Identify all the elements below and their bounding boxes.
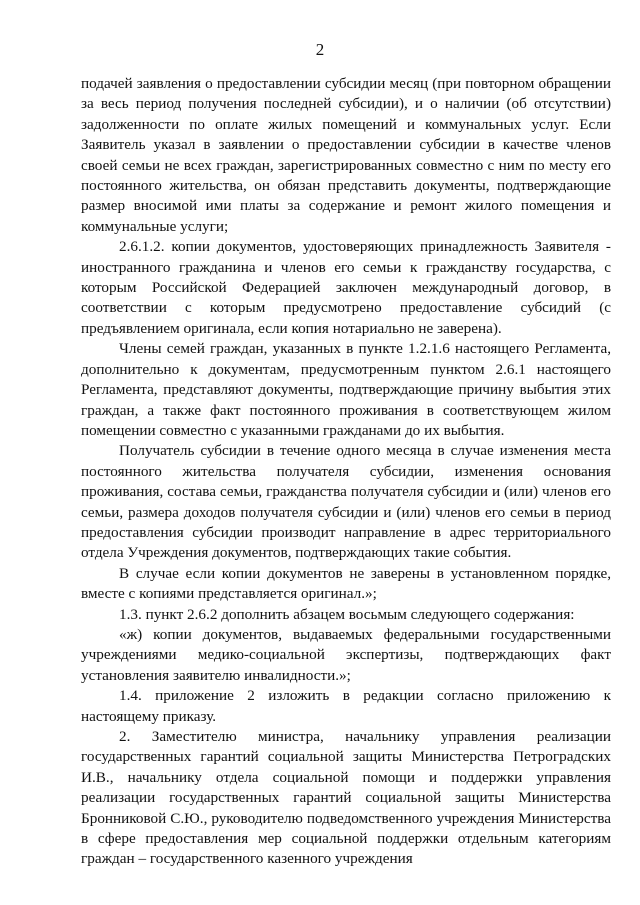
paragraph-family-members: Члены семей граждан, указанных в пункте 1.2.1.6 настоящего Регламента, дополнительно к документам, предусмотренным пунктом 2.6.1 настоящего Регламента, представляют документы, подтверждающие причину выбытия этих граждан, а также факт постоянного проживания в соответствующем жилом помещении совместно с указанными гражданами до их выбытия. [81,340,611,439]
paragraph-2: 2. Заместителю министра, начальнику управления реализации государственных гарантий социальной защиты Министерства Петроградских И.В., начальнику отдела социальной помощи и поддержки управления реализации государственных гарантий социальной защиты Министерства Бронниковой С.Ю., руководителю подведомственного учреждения Министерства в сфере предоставления мер социальной поддержки отдельным категориям граждан – государственного казенного учреждения [81,728,611,868]
paragraph-2-6-1-2: 2.6.1.2. копии документов, удостоверяющих принадлежность Заявителя - иностранного гражданина и членов его семьи к гражданству государства, с которым Российской Федерацией заключен международный договор, в соответствии с которым предусмотрено предоставление субсидий (с предъявлением оригинала, если копия нотариально не заверена). [81,238,611,337]
paragraph-subsidy-recipient: Получатель субсидии в течение одного месяца в случае изменения места постоянного жительства получателя субсидии, изменения основания проживания, состава семьи, гражданства получателя субсидии и (или) членов его семьи, размера доходов получателя субсидии и (или) членов его семьи в период предоставления субсидии производит направление в адрес территориального отдела Учреждения документов, подтверждающих такие события. [81,442,611,562]
page-number: 2 [315,40,325,59]
paragraph-item-zh: «ж) копии документов, выдаваемых федеральными государственными учреждениями медико-социальной экспертизы, подтверждающих факт установления заявителю инвалидности.»; [81,625,611,684]
paragraph-copies-not-certified: В случае если копии документов не заверены в установленном порядке, вместе с копиями представляется оригинал.»; [81,564,611,603]
paragraph-1-4: 1.4. приложение 2 изложить в редакции согласно приложению к настоящему приказу. [81,687,611,725]
paragraph-1-3: 1.3. пункт 2.6.2 дополнить абзацем восьмым следующего содержания: [119,605,575,623]
document-body [81,74,611,870]
paragraph-continuation: подачей заявления о предоставлении субсидии месяц (при повторном обращении за весь период получения последней субсидии), и о наличии (об отсутствии) задолженности по оплате жилых помещений и коммунальных услуг. Если Заявитель указал в заявлении о предоставлении субсидии в качестве членов своей семьи не всех граждан, зарегистрированных совместно с ним по месту его постоянного жительства, он обязан представить документы, подтверждающие размер вносимой ими платы за содержание и ремонт жилого помещения и коммунальные услуги; [81,75,611,235]
